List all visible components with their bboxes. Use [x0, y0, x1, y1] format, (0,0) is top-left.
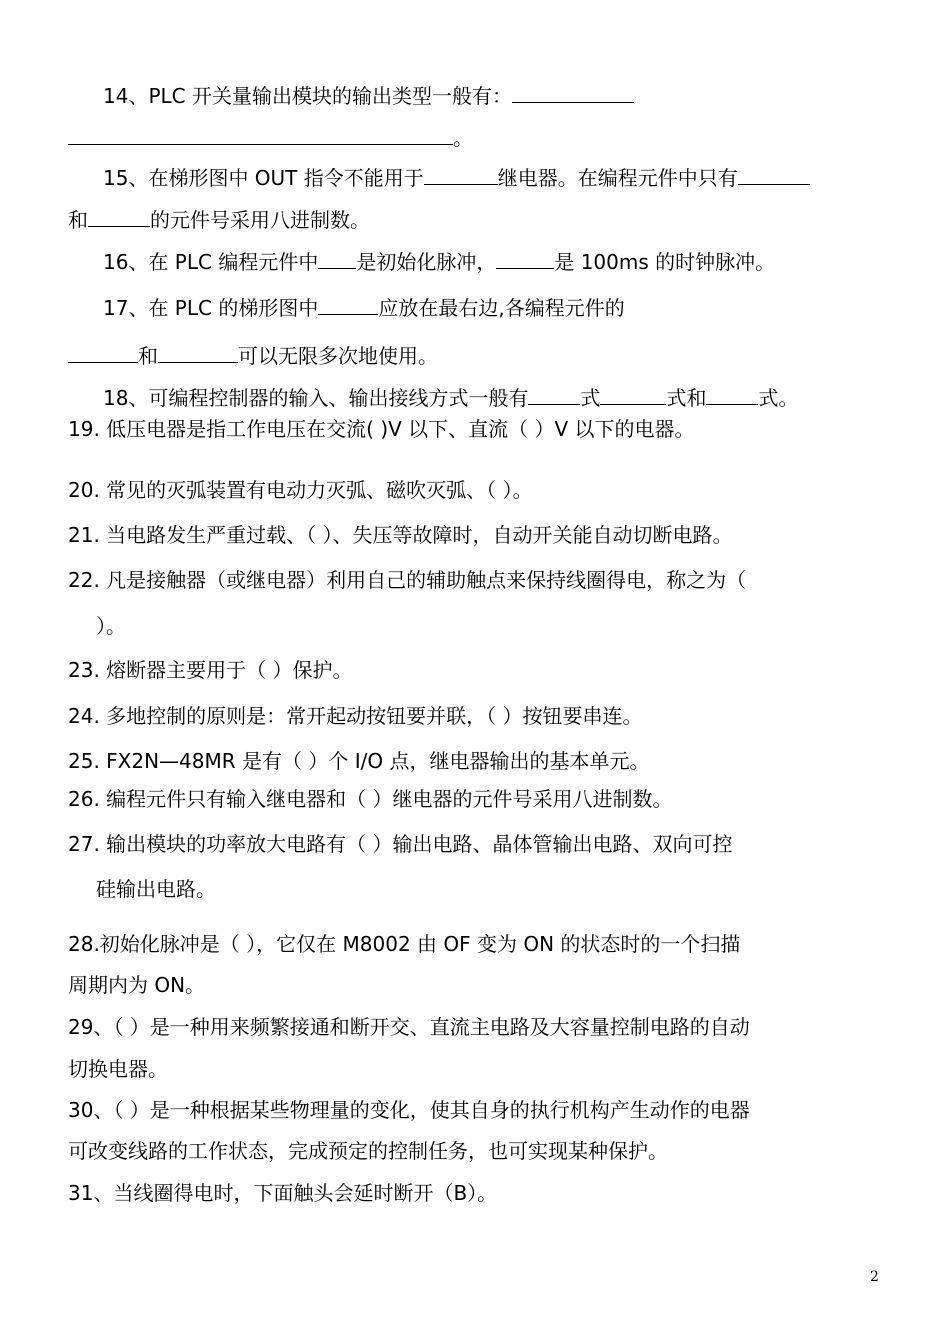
question-17-text-b: 应放在最右边,各编程元件的: [378, 296, 625, 320]
answer-blank: [528, 384, 580, 405]
question-14-line-1: [103, 82, 634, 108]
question-23: 23. 熔断器主要用于（ ）保护。: [68, 658, 353, 682]
question-18-text: 18、可编程控制器的输入、输出接线方式一般有: [103, 386, 529, 410]
answer-blank: [706, 384, 758, 405]
question-14-end: 。: [453, 126, 473, 150]
question-21: 21. 当电路发生严重过载、（ ）、失压等故障时，自动开关能自动切断电路。: [68, 523, 733, 547]
question-15-line-2: [68, 206, 370, 232]
answer-blank: [512, 82, 634, 103]
answer-blank: [424, 164, 498, 185]
question-15-text-b: 继电器。在编程元件中只有: [497, 166, 738, 190]
question-30-line-1: 30、（ ）是一种根据某些物理量的变化，使其自身的执行机构产生动作的电器: [68, 1098, 750, 1122]
question-18-text-c: 式和: [666, 386, 707, 410]
answer-blank: [738, 164, 810, 185]
answer-blank: [88, 206, 150, 227]
answer-blank: [496, 248, 554, 269]
question-17-line-2: [68, 342, 438, 368]
page-number: 2: [870, 1269, 879, 1285]
question-20: 20. 常见的灭弧装置有电动力灭弧、磁吹灭弧、（ ）。: [68, 478, 533, 502]
question-24: 24. 多地控制的原则是：常开起动按钮要并联，（ ）按钮要串连。: [68, 704, 643, 728]
question-31: 31、当线圈得电时，下面触头会延时断开（B）。: [68, 1181, 498, 1205]
question-28-line-2: 周期内为 ON。: [68, 973, 206, 997]
question-29-line-2: 切换电器。: [68, 1057, 168, 1081]
question-22-line-1: 22. 凡是接触器（或继电器）利用自己的辅助触点来保持线圈得电，称之为（: [68, 568, 747, 592]
question-15-text-d: 的元件号采用八进制数。: [150, 208, 370, 232]
question-19: 19. 低压电器是指工作电压在交流( )V 以下、直流（ ）V 以下的电器。: [68, 417, 695, 441]
question-15-text-c: 和: [68, 208, 88, 232]
answer-blank: [158, 342, 238, 363]
question-29-line-1: 29、（ ）是一种用来频繁接通和断开交、直流主电路及大容量控制电路的自动: [68, 1015, 750, 1039]
answer-blank: [318, 294, 378, 315]
question-16-text-b: 是初始化脉冲，: [356, 250, 497, 274]
question-14-line-2: [68, 124, 473, 150]
question-15-text: 15、在梯形图中 OUT 指令不能用于: [103, 166, 424, 190]
question-30-line-2: 可改变线路的工作状态，完成预定的控制任务，也可实现某种保护。: [68, 1139, 668, 1163]
answer-blank: [600, 384, 666, 405]
question-14-text: 14、PLC 开关量输出模块的输出类型一般有：: [103, 84, 512, 108]
answer-blank: [68, 342, 138, 363]
question-27-line-1: 27. 输出模块的功率放大电路有（ ）输出电路、晶体管输出电路、双向可控: [68, 832, 733, 856]
question-28-line-1: 28.初始化脉冲是（ ），它仅在 M8002 由 OF 变为 ON 的状态时的一个扫描: [68, 932, 741, 956]
question-16: [103, 248, 775, 274]
question-16-text: 16、在 PLC 编程元件中: [103, 250, 319, 274]
question-17-text-c: 和: [138, 344, 158, 368]
question-15-line-1: [103, 164, 810, 190]
question-18-text-b: 式: [580, 386, 601, 410]
question-27-line-2: 硅输出电路。: [96, 877, 216, 901]
question-16-text-c: 是 100ms 的时钟脉冲。: [554, 250, 776, 274]
question-17-text: 17、在 PLC 的梯形图中: [103, 296, 319, 320]
question-26: 26. 编程元件只有输入继电器和（ ）继电器的元件号采用八进制数。: [68, 787, 673, 811]
question-17-line-1: [103, 294, 625, 320]
question-25: 25. FX2N—48MR 是有（ ）个 I/O 点，继电器输出的基本单元。: [68, 749, 650, 773]
question-22-line-2: ）。: [96, 614, 126, 638]
question-18-text-d: 式。: [758, 386, 799, 410]
question-17-text-d: 可以无限多次地使用。: [238, 344, 438, 368]
answer-blank: [318, 248, 356, 269]
question-18: [103, 384, 798, 410]
answer-blank: [68, 124, 453, 145]
